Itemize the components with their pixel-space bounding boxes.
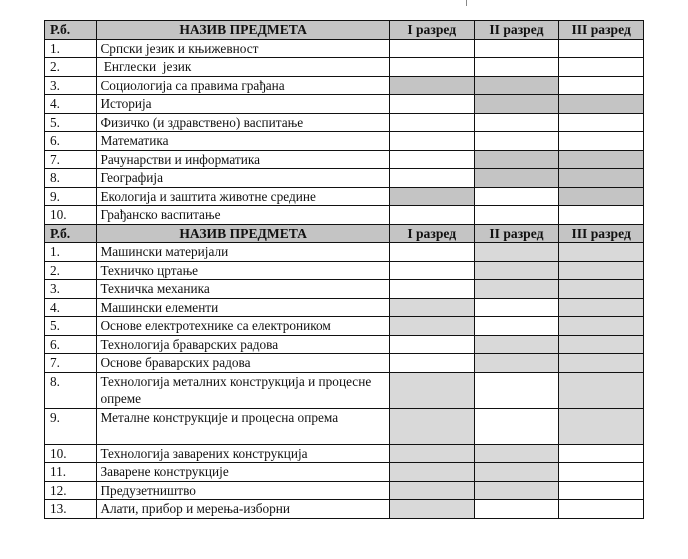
grade-2-cell [474, 150, 559, 169]
grade-1-cell [389, 132, 474, 151]
table-row [45, 298, 644, 317]
subject-name: Грађанско васпитање [97, 206, 389, 225]
subjects-table [44, 20, 644, 519]
subject-name: Енглески језик [97, 58, 389, 77]
table-row [45, 132, 644, 151]
row-number: 4. [45, 95, 97, 114]
subject-name: Машински материјали [97, 243, 389, 262]
header-grade-1: I разред [389, 21, 474, 40]
grade-1-cell [389, 354, 474, 373]
grade-1-cell [389, 463, 474, 482]
grade-2-cell [474, 500, 559, 519]
grade-3-cell [559, 169, 644, 188]
grade-1-cell [389, 39, 474, 58]
row-number: 6. [45, 335, 97, 354]
table-row [45, 372, 644, 408]
grade-3-cell [559, 408, 644, 444]
grade-2-cell [474, 187, 559, 206]
table-row [45, 169, 644, 188]
table-row [45, 150, 644, 169]
grade-3-cell [559, 335, 644, 354]
subject-name: Техничка механика [97, 280, 389, 299]
grade-1-cell [389, 187, 474, 206]
table-row [45, 113, 644, 132]
grade-1-cell [389, 243, 474, 262]
header-grade-2: II разред [474, 21, 559, 40]
header-grade-3: III разред [559, 21, 644, 40]
table-row [45, 261, 644, 280]
subject-name: Основе браварских радова [97, 354, 389, 373]
grade-3-cell [559, 261, 644, 280]
grade-1-cell [389, 481, 474, 500]
grade-3-cell [559, 187, 644, 206]
row-number: 5. [45, 317, 97, 336]
table-row [45, 76, 644, 95]
row-number: 4. [45, 298, 97, 317]
grade-1-cell [389, 335, 474, 354]
grade-1-cell [389, 95, 474, 114]
table-row [45, 408, 644, 444]
grade-2-cell [474, 408, 559, 444]
grade-3-cell [559, 243, 644, 262]
subject-name: Математика [97, 132, 389, 151]
subject-name: Рачунарстви и информатика [97, 150, 389, 169]
grade-3-cell [559, 76, 644, 95]
header-num: Р.б. [45, 21, 97, 40]
table-row [45, 317, 644, 336]
row-number: 2. [45, 58, 97, 77]
subject-name: Заварене конструкције [97, 463, 389, 482]
row-number: 11. [45, 463, 97, 482]
grade-1-cell [389, 280, 474, 299]
header-subject-name: НАЗИВ ПРЕДМЕТА [97, 21, 389, 40]
row-number: 9. [45, 187, 97, 206]
row-number: 3. [45, 280, 97, 299]
grade-2-cell [474, 58, 559, 77]
grade-1-cell [389, 113, 474, 132]
grade-3-cell [559, 150, 644, 169]
table-row [45, 95, 644, 114]
table-row [45, 354, 644, 373]
subject-name: Основе електротехнике са електроником [97, 317, 389, 336]
row-number: 10. [45, 444, 97, 463]
grade-3-cell [559, 354, 644, 373]
grade-2-cell [474, 372, 559, 408]
grade-2-cell [474, 444, 559, 463]
row-number: 7. [45, 354, 97, 373]
grade-3-cell [559, 132, 644, 151]
page-edge-mark [466, 0, 467, 6]
row-number: 8. [45, 372, 97, 408]
row-number: 2. [45, 261, 97, 280]
subject-name: Историја [97, 95, 389, 114]
grade-3-cell [559, 444, 644, 463]
grade-1-cell [389, 444, 474, 463]
grade-3-cell [559, 206, 644, 225]
table-row [45, 243, 644, 262]
subject-name: Техничко цртање [97, 261, 389, 280]
grade-3-cell [559, 463, 644, 482]
grade-3-cell [559, 280, 644, 299]
subject-name: Социологија са правима грађана [97, 76, 389, 95]
grade-1-cell [389, 317, 474, 336]
grade-1-cell [389, 76, 474, 95]
grade-3-cell [559, 481, 644, 500]
subject-name: Предузетништво [97, 481, 389, 500]
subject-name: Технологија металних конструкција и процесне опреме [97, 372, 389, 408]
grade-2-cell [474, 298, 559, 317]
grade-2-cell [474, 39, 559, 58]
table-row [45, 444, 644, 463]
grade-1-cell [389, 372, 474, 408]
table-row [45, 335, 644, 354]
table-row [45, 481, 644, 500]
grade-1-cell [389, 408, 474, 444]
grade-1-cell [389, 58, 474, 77]
row-number: 1. [45, 243, 97, 262]
row-number: 7. [45, 150, 97, 169]
row-number: 1. [45, 39, 97, 58]
subject-name: Екологија и заштита животне средине [97, 187, 389, 206]
grade-3-cell [559, 39, 644, 58]
grade-3-cell [559, 372, 644, 408]
general-header-row [45, 21, 644, 40]
header-subject-name: НАЗИВ ПРЕДМЕТА [97, 224, 389, 243]
table-row [45, 206, 644, 225]
table-row [45, 280, 644, 299]
header-grade-1: I разред [389, 224, 474, 243]
vocational-header-row [45, 224, 644, 243]
header-num: Р.б. [45, 224, 97, 243]
subject-name: Металне конструкције и процесна опрема [97, 408, 389, 444]
grade-3-cell [559, 500, 644, 519]
header-grade-3: III разред [559, 224, 644, 243]
row-number: 13. [45, 500, 97, 519]
grade-2-cell [474, 317, 559, 336]
subject-name: Машински елементи [97, 298, 389, 317]
grade-2-cell [474, 206, 559, 225]
grade-1-cell [389, 169, 474, 188]
grade-2-cell [474, 243, 559, 262]
row-number: 6. [45, 132, 97, 151]
subject-name: Географија [97, 169, 389, 188]
grade-1-cell [389, 150, 474, 169]
table-row [45, 500, 644, 519]
grade-1-cell [389, 500, 474, 519]
grade-2-cell [474, 463, 559, 482]
table-row [45, 39, 644, 58]
grade-2-cell [474, 354, 559, 373]
grade-2-cell [474, 95, 559, 114]
grade-2-cell [474, 280, 559, 299]
grade-1-cell [389, 206, 474, 225]
table-row [45, 58, 644, 77]
grade-1-cell [389, 261, 474, 280]
row-number: 3. [45, 76, 97, 95]
grade-2-cell [474, 335, 559, 354]
grade-1-cell [389, 298, 474, 317]
grade-3-cell [559, 58, 644, 77]
grade-2-cell [474, 132, 559, 151]
grade-3-cell [559, 298, 644, 317]
subject-name: Технологија заварених конструкција [97, 444, 389, 463]
row-number: 9. [45, 408, 97, 444]
grade-3-cell [559, 95, 644, 114]
subject-name: Српски језик и књижевност [97, 39, 389, 58]
row-number: 10. [45, 206, 97, 225]
grade-2-cell [474, 261, 559, 280]
subject-name: Алати, прибор и мерења-изборни [97, 500, 389, 519]
grade-3-cell [559, 317, 644, 336]
row-number: 12. [45, 481, 97, 500]
table-row [45, 187, 644, 206]
subject-name: Технологија браварских радова [97, 335, 389, 354]
grade-2-cell [474, 481, 559, 500]
row-number: 8. [45, 169, 97, 188]
table-row [45, 463, 644, 482]
header-grade-2: II разред [474, 224, 559, 243]
grade-2-cell [474, 113, 559, 132]
subject-name: Физичко (и здравствено) васпитање [97, 113, 389, 132]
grade-3-cell [559, 113, 644, 132]
grade-2-cell [474, 76, 559, 95]
grade-2-cell [474, 169, 559, 188]
row-number: 5. [45, 113, 97, 132]
